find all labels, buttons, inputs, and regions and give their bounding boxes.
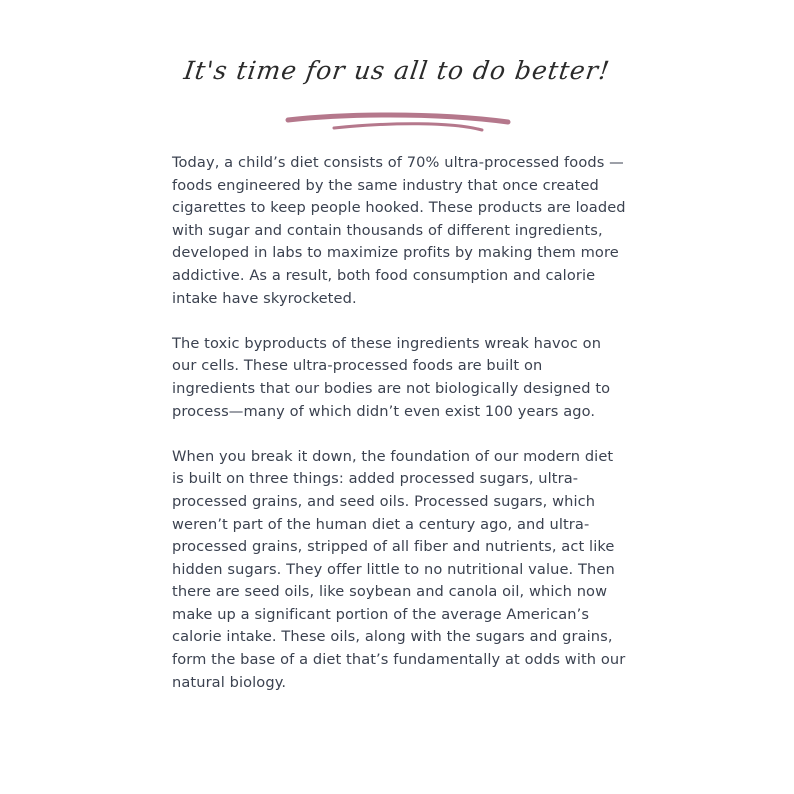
paragraph-1: Today, a child’s diet consists of 70% ultra-processed foods —foods engineered by the same industry that once created cigarettes to keep people hooked. These products are loaded with sugar and contain thousands of different ingredients, developed in labs to maximize profits by making them more addictive. As a result, both food consumption and calorie intake have skyrocketed.	[172, 154, 626, 307]
brush-stroke-top	[288, 115, 508, 122]
paragraph-3: When you break it down, the foundation of our modern diet is built on three things: added processed sugars, ultra-processed grains, and seed oils. Processed sugars, which weren’t part of the human diet a century ago, and ultra-processed grains, stripped of all fiber and nutrients, act like hidden sugars. They offer little to no nutritional value. Then there are seed oils, like soybean and canola oil, which now make up a significant portion of the average American’s calorie intake. These oils, along with the sugars and grains, form the base of a diet that’s fundamentally at odds with our natural biology.	[172, 447, 626, 691]
brush-underline-decoration	[282, 108, 514, 138]
article-body	[172, 152, 627, 717]
page-heading: It's time for us all to do better!	[182, 56, 612, 85]
brush-stroke-bottom	[334, 124, 482, 130]
paragraph-2: The toxic byproducts of these ingredients wreak havoc on our cells. These ultra-processed foods are built on ingredients that our bodies are not biologically designed to process—many of which didn’t even exist 100 years ago.	[172, 334, 611, 420]
